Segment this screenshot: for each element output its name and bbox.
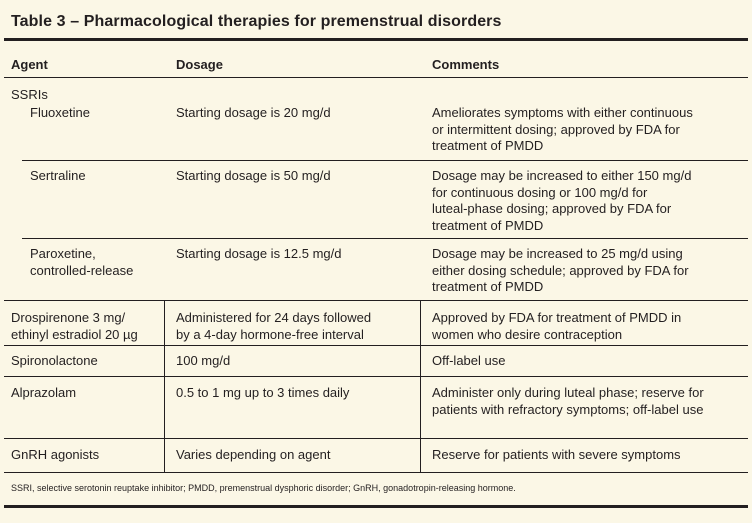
header-agent: Agent (11, 57, 48, 72)
table-bottom-rule (4, 472, 748, 473)
row-divider (4, 300, 748, 301)
dosage-cell: Administered for 24 days followed by a 4-day hormone-free interval (176, 310, 372, 342)
column-divider (164, 300, 165, 472)
dosage-cell: Varies depending on agent (176, 447, 331, 462)
row-divider (22, 160, 748, 161)
header-comments: Comments (432, 57, 500, 72)
group-label-ssris: SSRIs (11, 87, 48, 102)
header-rule (4, 77, 748, 78)
agent-cell: Spironolactone (11, 353, 98, 368)
dosage-cell: 0.5 to 1 mg up to 3 times daily (176, 385, 350, 400)
comments-cell: Dosage may be increased to 25 mg/d using either dosing schedule; approved by FDA for treatment of PMDD (432, 246, 689, 294)
agent-cell: Sertraline (30, 168, 86, 183)
agent-cell: Paroxetine, controlled-release (30, 246, 134, 278)
agent-cell: Alprazolam (11, 385, 77, 400)
row-divider (4, 438, 748, 439)
title-rule (4, 38, 748, 41)
dosage-cell: 100 mg/d (176, 353, 231, 368)
comments-cell: Approved by FDA for treatment of PMDD in women who desire contraception (432, 310, 682, 342)
comments-cell: Off-label use (432, 353, 506, 368)
table-footnote: SSRI, selective serotonin reuptake inhibitor; PMDD, premenstrual dysphoric disorder; GnRH, gonadotropin-releasing hormone. (11, 483, 516, 493)
header-dosage: Dosage (176, 57, 223, 72)
comments-cell: Administer only during luteal phase; reserve for patients with refractory symptoms; off-label use (432, 385, 704, 417)
column-divider (420, 300, 421, 472)
dosage-cell: Starting dosage is 20 mg/d (176, 105, 331, 120)
dosage-cell: Starting dosage is 12.5 mg/d (176, 246, 342, 261)
row-divider (4, 376, 748, 377)
row-divider (22, 238, 748, 239)
dosage-cell: Starting dosage is 50 mg/d (176, 168, 331, 183)
comments-cell: Dosage may be increased to either 150 mg/d for continuous dosing or 100 mg/d for luteal-phase dosing; approved by FDA for treatment of PMDD (432, 168, 692, 233)
table-title: Table 3 – Pharmacological therapies for premenstrual disorders (11, 13, 502, 30)
row-divider (4, 345, 748, 346)
comments-cell: Reserve for patients with severe symptoms (432, 447, 681, 462)
footer-rule (4, 505, 748, 508)
agent-cell: Drospirenone 3 mg/ ethinyl estradiol 20 µg (11, 310, 138, 342)
comments-cell: Ameliorates symptoms with either continuous or intermittent dosing; approved by FDA for treatment of PMDD (432, 105, 693, 153)
agent-cell: Fluoxetine (30, 105, 90, 120)
agent-cell: GnRH agonists (11, 447, 100, 462)
